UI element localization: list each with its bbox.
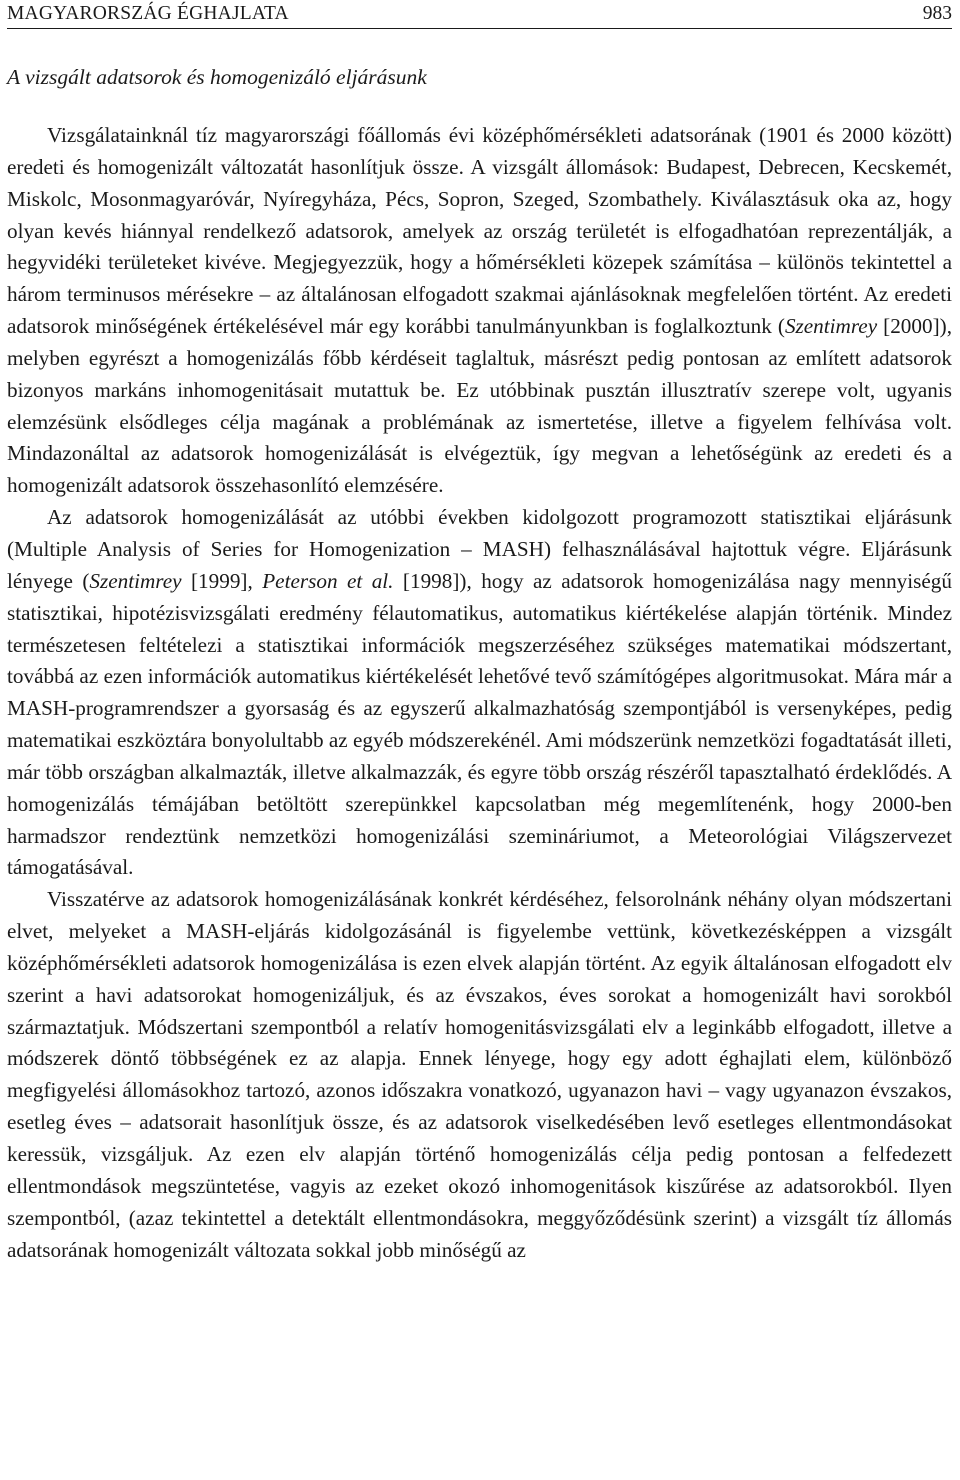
paragraph-1-text-b: [2000]), melyben egyrészt a homogenizálás főbb kérdéseit taglaltuk, másrészt pedig pontosan az említett adatsorok bizonyos markáns inhomogenitásait mutattuk be. Ez utóbbinak pusztán illusztratív szerepe volt, ugyanis elemzésünk elsődleges célja magának a problémának az ismertetése, illetve a figyelem felhívása volt. Mindazonáltal az adatsorok homogenizálását is elvégeztük, így megvan a lehetőségünk az eredeti és a homogenizált adatsorok összehasonlító elemzésére. bbox=[7, 314, 952, 498]
citation-author: Peterson et al. bbox=[262, 568, 394, 593]
paragraph-3 bbox=[7, 884, 952, 1266]
citation-author: Szentimrey bbox=[784, 314, 878, 339]
paragraph-1 bbox=[7, 120, 952, 502]
paragraph-2-text-a: Az adatsorok homogenizálását az utóbbi években kidolgozott programozott statisztikai eljárásunk (Multiple Analysis of Series for Homogenization – MASH) felhasználásával hajtottuk végre. Eljárásunk lényege ( bbox=[7, 505, 952, 593]
paragraph-1-text-a: Vizsgálatainknál tíz magyarországi főállomás évi középhőmérsékleti adatsorának (1901 és 2000 között) eredeti és homogenizált változatát hasonlítjuk össze. A vizsgált állomások: Budapest, Debrecen, Kecskemét, Miskolc, Mosonmagyaróvár, Nyíregyháza, Pécs, Sopron, Szeged, Szombathely. Kiválasztásuk oka az, hogy olyan kevés hiánnyal rendelkező adatsorok, amelyek az ország területét is elfogadhatóan reprezentálják, a hegyvidéki területeket kivéve. Megjegyezzük, hogy a hőmérsékleti közepek számítása – különös tekintettel a három terminusos mérésekre – az általánosan elfogadott szakmai ajánlásoknak megfelelően történt. Az eredeti adatsorok minőségének értékelésével már egy korábbi tanulmányunkban is foglalkoztunk ( bbox=[7, 123, 952, 339]
paragraph-3-text: Visszatérve az adatsorok homogenizálásának konkrét kérdéséhez, felsorolnánk néhány olyan módszertani elvet, melyeket a MASH-eljárás kidolgozásánál is figyelembe vettünk, következésképpen a vizsgált középhőmérsékleti adatsorok homogenizálása is ezen elvek alapján történt. Az egyik általánosan elfogadott elv szerint a havi adatsorokat homogenizáljuk, és az évszakos, éves sorokat a homogenizált havi sorokból származtatjuk. Módszertani szempontból a relatív homogenitásvizsgálati elv a leginkább elfogadott, illetve a módszerek döntő többségének ez az alapja. Ennek lényege, hogy egy adott éghajlati elem, különböző megfigyelési állomásokhoz tartozó, azonos időszakra vonatkozó, ugyanazon havi – vagy ugyanazon évszakos, esetleg éves – adatsorait hasonlítjuk össze, és az adatsorok viselkedésében levő esetleges ellentmondásokat keressük, vizsgáljuk. Az ezen elv alapján történő homogenizálás célja pedig pontosan a felfedezett ellentmondások megszüntetése, vagyis az ezeket okozó inhomogenitások kiszűrése az adatsorokból. Ilyen szempontból, (azaz tekintettel a detektált ellentmondásokra, meggyőződésünk szerint) a vizsgált tíz állomás adatsorának homogenizált változata sokkal jobb minőségű az bbox=[7, 887, 952, 1262]
body-text bbox=[7, 120, 952, 1266]
paragraph-2-text-b: [1999], bbox=[181, 568, 263, 593]
running-title: MAGYARORSZÁG ÉGHAJLATA bbox=[7, 3, 289, 24]
page-number: 983 bbox=[922, 3, 952, 24]
section-heading: A vizsgált adatsorok és homogenizáló eljárásunk bbox=[7, 65, 427, 89]
paragraph-2-text-c: [1998]), hogy az adatsorok homogenizálása nagy mennyiségű statisztikai, hipotézisvizsgálati eredmény félautomatikus, automatikus kiértékelése alapján történik. Mindez természetesen feltételezi a statisztikai információk megszerzéséhez szükséges matematikai módszertant, továbbá az ezen információk automatikus kiértékelését lehetővé tevő számítógépes algoritmusokat. Mára már a MASH-programrendszer a gyorsaság és az egyszerű alkalmazhatóság szempontjából is versenyképes, pedig matematikai eszköztára bonyolultabb az egyéb módszerekénél. Ami módszerünk nemzetközi fogadtatását illeti, már több országban alkalmazták, illetve alkalmazzák, és egyre több ország részéről tapasztalható érdeklődés. A homogenizálás témájában betöltött szerepünkkel kapcsolatban még megemlítenénk, hogy 2000-ben harmadszor rendeztünk nemzetközi homogenizálási szemináriumot, a Meteorológiai Világszervezet támogatásával. bbox=[7, 568, 952, 880]
citation-author: Szentimrey bbox=[89, 568, 182, 593]
paragraph-2 bbox=[7, 502, 952, 884]
running-header bbox=[7, 2, 952, 29]
